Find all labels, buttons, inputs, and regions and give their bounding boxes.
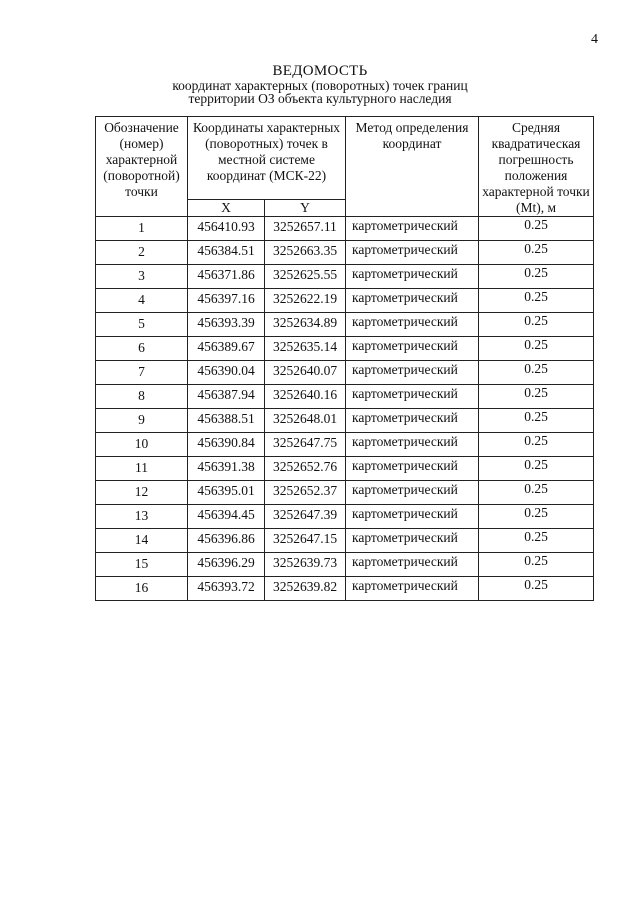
table-row [96, 241, 594, 265]
cell-point-number: 14 [96, 529, 188, 553]
table-row [96, 433, 594, 457]
cell-x: 456389.67 [188, 337, 265, 361]
cell-method: картометрический [346, 241, 479, 265]
cell-error: 0.25 [479, 313, 594, 337]
cell-method: картометрический [346, 289, 479, 313]
coordinates-table [95, 116, 594, 601]
table-row [96, 361, 594, 385]
table-row [96, 313, 594, 337]
cell-x: 456397.16 [188, 289, 265, 313]
cell-y: 3252647.15 [265, 529, 346, 553]
cell-error: 0.25 [479, 433, 594, 457]
table-row [96, 529, 594, 553]
cell-y: 3252622.19 [265, 289, 346, 313]
cell-point-number: 8 [96, 385, 188, 409]
header-x: X [188, 199, 265, 216]
cell-method: картометрический [346, 577, 479, 601]
table-row [96, 217, 594, 241]
cell-method: картометрический [346, 361, 479, 385]
table-row [96, 385, 594, 409]
header-y: Y [265, 199, 346, 216]
cell-y: 3252639.73 [265, 553, 346, 577]
cell-point-number: 16 [96, 577, 188, 601]
header-coordinates: Координаты характерных (поворотных) точек в местной системе координат (МСК-22) [188, 117, 346, 200]
cell-error: 0.25 [479, 457, 594, 481]
cell-error: 0.25 [479, 409, 594, 433]
header-designation: Обозначение (номер) характерной (поворотной) точки [96, 117, 188, 217]
cell-x: 456396.29 [188, 553, 265, 577]
cell-method: картометрический [346, 505, 479, 529]
cell-error: 0.25 [479, 217, 594, 241]
table-row [96, 457, 594, 481]
page-number: 4 [591, 32, 598, 47]
table-row [96, 265, 594, 289]
document-subtitle-line-2: территории ОЗ объекта культурного наследия [188, 91, 452, 106]
cell-y: 3252647.39 [265, 505, 346, 529]
cell-y: 3252639.82 [265, 577, 346, 601]
table-row [96, 553, 594, 577]
cell-error: 0.25 [479, 361, 594, 385]
table-row [96, 409, 594, 433]
cell-point-number: 11 [96, 457, 188, 481]
cell-x: 456387.94 [188, 385, 265, 409]
cell-y: 3252652.37 [265, 481, 346, 505]
cell-method: картометрический [346, 433, 479, 457]
cell-x: 456390.84 [188, 433, 265, 457]
cell-point-number: 3 [96, 265, 188, 289]
cell-error: 0.25 [479, 529, 594, 553]
cell-method: картометрический [346, 457, 479, 481]
cell-error: 0.25 [479, 337, 594, 361]
table-body [96, 217, 594, 601]
header-error: Средняя квадратическая погрешность положения характерной точки (Mt), м [479, 117, 594, 217]
cell-error: 0.25 [479, 481, 594, 505]
cell-error: 0.25 [479, 385, 594, 409]
cell-y: 3252625.55 [265, 265, 346, 289]
cell-point-number: 12 [96, 481, 188, 505]
cell-y: 3252648.01 [265, 409, 346, 433]
cell-error: 0.25 [479, 505, 594, 529]
table-row [96, 337, 594, 361]
cell-x: 456371.86 [188, 265, 265, 289]
cell-error: 0.25 [479, 289, 594, 313]
cell-method: картометрический [346, 481, 479, 505]
cell-y: 3252657.11 [265, 217, 346, 241]
cell-x: 456396.86 [188, 529, 265, 553]
header-method: Метод определения координат [346, 117, 479, 217]
cell-x: 456393.72 [188, 577, 265, 601]
cell-point-number: 13 [96, 505, 188, 529]
cell-point-number: 6 [96, 337, 188, 361]
cell-y: 3252640.07 [265, 361, 346, 385]
document-header [0, 64, 640, 105]
cell-method: картометрический [346, 529, 479, 553]
cell-method: картометрический [346, 337, 479, 361]
cell-point-number: 5 [96, 313, 188, 337]
cell-method: картометрический [346, 409, 479, 433]
table-row [96, 505, 594, 529]
cell-method: картометрический [346, 217, 479, 241]
cell-method: картометрический [346, 265, 479, 289]
cell-point-number: 1 [96, 217, 188, 241]
cell-method: картометрический [346, 313, 479, 337]
cell-y: 3252663.35 [265, 241, 346, 265]
cell-error: 0.25 [479, 553, 594, 577]
cell-y: 3252647.75 [265, 433, 346, 457]
cell-x: 456395.01 [188, 481, 265, 505]
table-row [96, 577, 594, 601]
cell-point-number: 15 [96, 553, 188, 577]
cell-point-number: 2 [96, 241, 188, 265]
cell-point-number: 7 [96, 361, 188, 385]
cell-x: 456384.51 [188, 241, 265, 265]
cell-method: картометрический [346, 385, 479, 409]
cell-x: 456390.04 [188, 361, 265, 385]
cell-y: 3252652.76 [265, 457, 346, 481]
document-title: ВЕДОМОСТЬ [272, 63, 368, 79]
table-row [96, 289, 594, 313]
cell-y: 3252635.14 [265, 337, 346, 361]
cell-error: 0.25 [479, 577, 594, 601]
cell-error: 0.25 [479, 265, 594, 289]
cell-x: 456388.51 [188, 409, 265, 433]
cell-point-number: 10 [96, 433, 188, 457]
cell-x: 456391.38 [188, 457, 265, 481]
cell-point-number: 4 [96, 289, 188, 313]
cell-method: картометрический [346, 553, 479, 577]
cell-y: 3252634.89 [265, 313, 346, 337]
cell-error: 0.25 [479, 241, 594, 265]
cell-x: 456393.39 [188, 313, 265, 337]
cell-x: 456410.93 [188, 217, 265, 241]
cell-y: 3252640.16 [265, 385, 346, 409]
cell-point-number: 9 [96, 409, 188, 433]
table-row [96, 481, 594, 505]
cell-x: 456394.45 [188, 505, 265, 529]
document-subtitle-line-1: координат характерных (поворотных) точек границ [172, 78, 468, 93]
